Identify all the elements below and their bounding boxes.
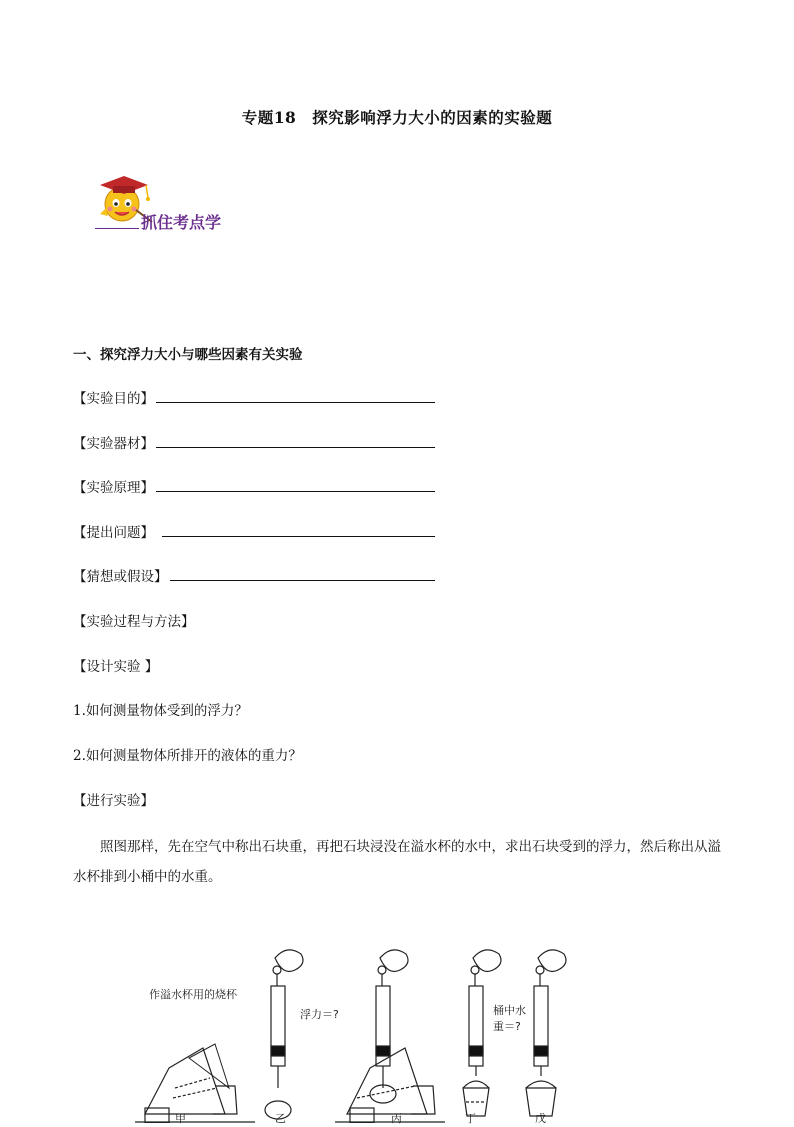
page-title: 专题18 探究影响浮力大小的因素的实验题 — [241, 108, 553, 127]
badge-underline — [95, 228, 139, 229]
section-heading: 一、探究浮力大小与哪些因素有关实验 — [73, 347, 303, 363]
badge-label: 抓住考点学 — [141, 213, 222, 232]
field-question-line[interactable] — [162, 536, 435, 537]
field-equipment-label: 【实验器材】 — [73, 436, 154, 452]
question-1: 1.如何测量物体受到的浮力？ — [73, 703, 248, 719]
process-label: 【实验过程与方法】 — [73, 614, 195, 630]
field-equipment-line[interactable] — [156, 447, 435, 448]
beaker-caption: 作溢水杯用的烧杯 — [149, 988, 237, 1001]
experiment-figure — [125, 938, 585, 1123]
field-purpose-label: 【实验目的】 — [73, 391, 154, 407]
question-2: 2.如何测量物体所排开的液体的重力？ — [73, 748, 302, 764]
field-principle-line[interactable] — [156, 491, 435, 492]
field-purpose-line[interactable] — [156, 402, 435, 403]
design-label: 【设计实验 】 — [73, 659, 159, 675]
field-hypothesis-label: 【猜想或假设】 — [73, 569, 168, 585]
panel-label-bing: 丙 — [391, 1112, 402, 1125]
procedure-paragraph: 照图那样，先在空气中称出石块重，再把石块浸没在溢水杯的水中，求出石块受到的浮力，然后称出从溢水杯排到小桶中的水重。 — [73, 839, 721, 885]
buoyancy-label: 浮力＝? — [300, 1008, 339, 1021]
panel-label-jia: 甲 — [175, 1112, 186, 1125]
field-hypothesis-line[interactable] — [170, 580, 435, 581]
bucket-label-line2: 重＝? — [493, 1020, 521, 1033]
panel-label-ding: 丁 — [465, 1112, 476, 1125]
panel-label-wu: 戊 — [535, 1112, 546, 1125]
perform-label: 【进行实验】 — [73, 793, 154, 809]
bucket-label-line1: 桶中水 — [493, 1004, 526, 1017]
panel-label-yi: 乙 — [275, 1112, 286, 1125]
field-question-label: 【提出问题】 — [73, 525, 154, 541]
field-principle-label: 【实验原理】 — [73, 480, 154, 496]
